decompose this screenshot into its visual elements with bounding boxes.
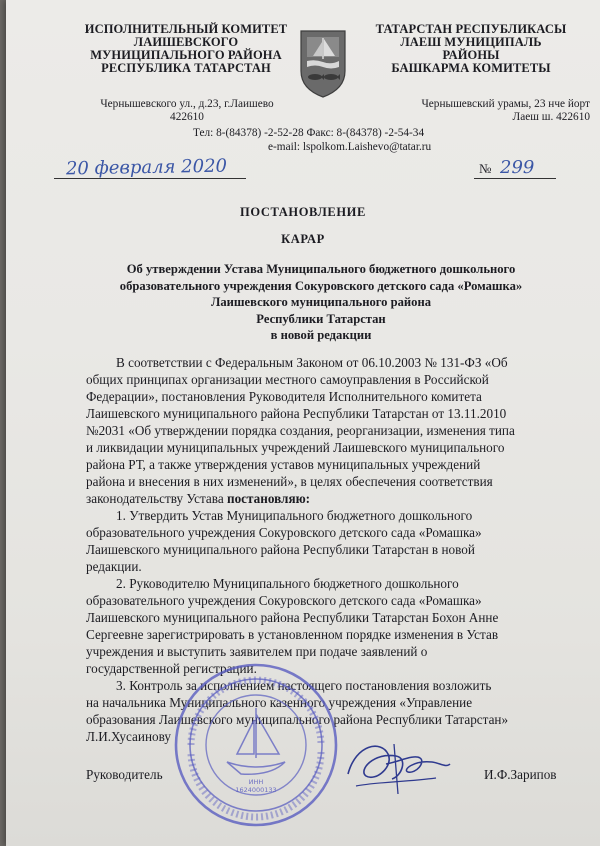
handwritten-signature <box>336 724 456 804</box>
document-subject: Об утверждении Устава Муниципального бюджетного дошкольного образовательного учреждения Сокуровского детского сада «Ромашка» Лаишевского муниципального района Республики Татарстан в новой редакции <box>119 262 523 342</box>
right-address: Чернышевский урамы, 23 нче йорт Лаеш ш. 422610 <box>421 98 590 123</box>
date-underline <box>54 178 246 179</box>
document-title-tatar: КАРАР <box>281 232 325 246</box>
handwritten-date: 20 февраля 2020 <box>65 155 228 180</box>
right-org-name: ТАТАРСТАН РЕСПУБЛИКАСЫ ЛАЕШ МУНИЦИПАЛЬ РАЙОНЫ БАШКАРМА КОМИТЕТЫ <box>375 22 567 75</box>
document-page: ИСПОЛНИТЕЛЬНЫЙ КОМИТЕТ ЛАИШЕВСКОГО МУНИЦИПАЛЬНОГО РАЙОНА РЕСПУБЛИКА ТАТАРСТАН ТАТАРСТАН РЕСПУБЛИКАСЫ ЛАЕШ МУНИЦИПАЛЬ РАЙОНЫ БАШКАРМА КОМИТЕТЫ Чернышевского ул., д.23, г.Лаишево 422610 Чернышевский урамы, 23 нче йорт Лаеш ш. 422610 Тел: 8-(84378) -2-52-28 Факс: 8-(84378) -2-54-34 e-mail: lspolkom.Laishevo@tatar.ru 20 февраля 2020 № 299 ПОСТАНОВЛЕНИЕ КАРАР Об утверждении Устава Муниципального бюджетного дошкольного образовательного учреждения Сокуровского детского сада «Ромашка» Лаишевского муниципального района Республики Татарстан в новой редакции В соответствии с Федеральным Законом от 06.10.2003 № 131-ФЗ «Об общих принципах организации местного самоуправления в Российской Федерации», постановления Руководителя Исполнительного комитета Лаишевского муниципального района Республики Татарстан от 13.11.2010 №2031 «Об утверждении порядка создания, реорганизации, изменения типа и ликвидации муниципальных учреждений Лаишевского муниципального района РТ, а также утверждения уставов муниципальных учреждений района и внесения в них изменений», в целях обеспечения соответствия законодательству Устава постановляю: 1. Утвердить Устав Муниципального бюджетного дошкольного образовательного учреждения Сокуровского детского сада «Ромашка» Лаишевского муниципального района Республики Татарстан в новой редакции. 2. Руководителю Муниципального бюджетного дошкольного образовательного учреждения Сокуровского детского сада «Ромашка» Лаишевского муниципального района Республики Татарстан Бохон Анне Сергеевне зарегистрировать в установленном порядке изменения в Устав учреждения и выступить заявителем при подаче заявлений о государственной регистрации. 3. Контроль за исполнением настоящего постановления возложить на начальника Муниципального казенного учреждения «Управление образования Лаишевского муниципального района Республики Татарстан» Л.И.Хусаинову Руководитель И.Ф.Зарипов ИНН 1624000133 <box>6 0 600 846</box>
left-org-name: ИСПОЛНИТЕЛЬНЫЙ КОМИТЕТ ЛАИШЕВСКОГО МУНИЦИПАЛЬНОГО РАЙОНА РЕСПУБЛИКА ТАТАРСТАН <box>84 22 288 75</box>
signatory-name: И.Ф.Зарипов <box>484 767 557 782</box>
left-address: Чернышевского ул., д.23, г.Лаишево 422610 <box>100 98 274 123</box>
handwritten-number: 299 <box>500 157 535 178</box>
number-underline <box>474 178 556 179</box>
official-stamp <box>171 660 341 830</box>
coat-of-arms-emblem <box>297 27 349 99</box>
document-title: ПОСТАНОВЛЕНИЕ <box>240 205 366 219</box>
phone-fax-line: Тел: 8-(84378) -2-52-28 Факс: 8-(84378) -2-54-34 <box>193 127 425 139</box>
stamp-inn-number: 1624000133 <box>235 786 277 794</box>
number-label: № <box>479 161 492 176</box>
email-line: e-mail: lspolkom.Laishevo@tatar.ru <box>268 141 432 153</box>
stamp-inn-label: ИНН <box>248 778 264 786</box>
decree-word: постановляю: <box>226 491 311 506</box>
signatory-role: Руководитель <box>86 767 163 782</box>
